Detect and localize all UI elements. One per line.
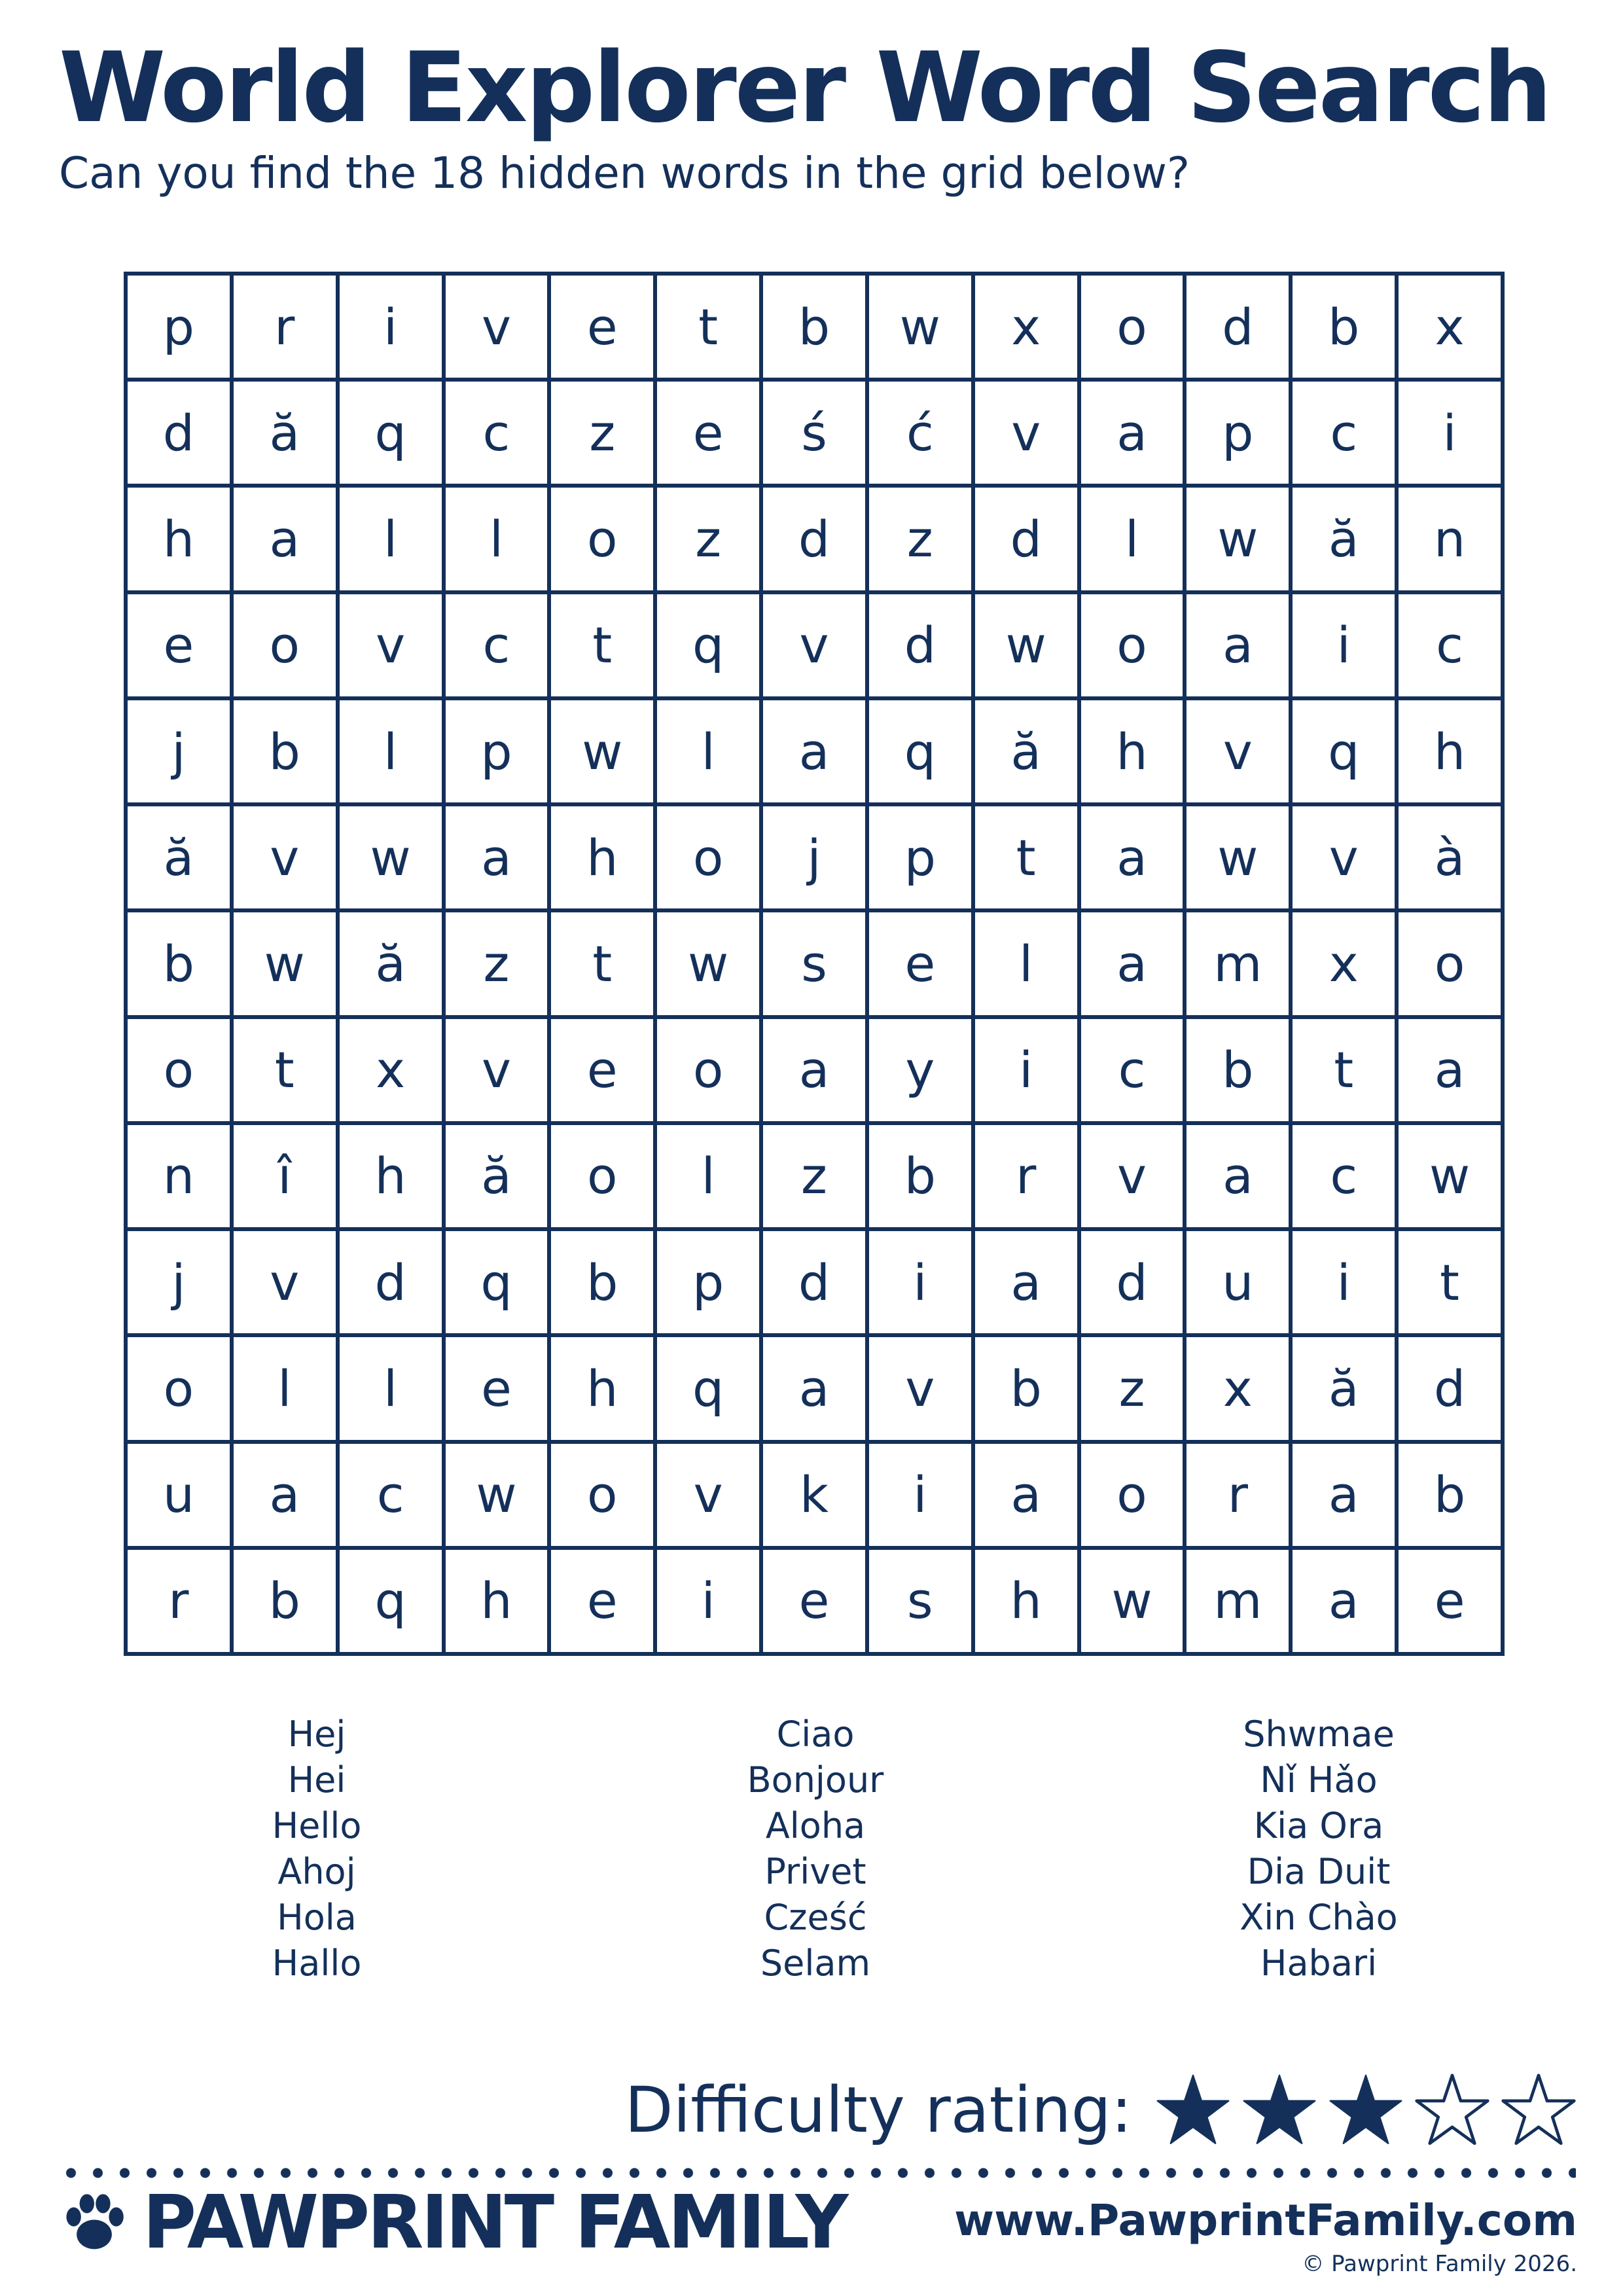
- grid-cell: o: [234, 594, 336, 696]
- grid-cell: c: [1293, 1125, 1395, 1227]
- difficulty-rating: [625, 2072, 1577, 2149]
- grid-cell: l: [657, 700, 759, 802]
- grid-cell: x: [1186, 1337, 1289, 1439]
- grid-cell: z: [446, 912, 548, 1014]
- grid-cell: t: [234, 1019, 336, 1121]
- grid-cell: t: [975, 806, 1077, 908]
- grid-cell: q: [340, 1550, 442, 1652]
- star-filled-icon: [1154, 2072, 1232, 2149]
- grid-cell: t: [657, 276, 759, 378]
- difficulty-stars: [1154, 2072, 1577, 2149]
- grid-cell: a: [1081, 382, 1183, 484]
- grid-cell: x: [340, 1019, 442, 1121]
- grid-cell: i: [657, 1550, 759, 1652]
- grid-cell: u: [128, 1444, 230, 1546]
- grid-cell: a: [1186, 594, 1289, 696]
- grid-cell: a: [1293, 1550, 1395, 1652]
- grid-cell: b: [869, 1125, 971, 1227]
- grid-cell: m: [1186, 912, 1289, 1014]
- grid-cell: ă: [1293, 1337, 1395, 1439]
- grid-cell: x: [975, 276, 1077, 378]
- grid-cell: a: [1081, 806, 1183, 908]
- page-subtitle: Can you find the 18 hidden words in the grid below?: [59, 148, 1190, 198]
- grid-cell: a: [975, 1444, 1077, 1546]
- grid-cell: a: [763, 1337, 865, 1439]
- grid-cell: p: [446, 700, 548, 802]
- grid-cell: p: [1186, 382, 1289, 484]
- grid-cell: w: [1081, 1550, 1183, 1652]
- grid-cell: e: [446, 1337, 548, 1439]
- word-list-item: Selam: [760, 1943, 871, 1984]
- grid-cell: h: [551, 806, 653, 908]
- grid-cell: e: [869, 912, 971, 1014]
- grid-cell: ă: [975, 700, 1077, 802]
- word-list-item: Habari: [1260, 1943, 1378, 1984]
- grid-cell: o: [657, 1019, 759, 1121]
- grid-cell: v: [869, 1337, 971, 1439]
- grid-cell: b: [1293, 276, 1395, 378]
- grid-cell: b: [128, 912, 230, 1014]
- grid-cell: a: [1293, 1444, 1395, 1546]
- grid-cell: x: [1399, 276, 1501, 378]
- grid-cell: r: [128, 1550, 230, 1652]
- grid-cell: w: [1186, 488, 1289, 590]
- grid-cell: w: [1399, 1125, 1501, 1227]
- grid-cell: n: [1399, 488, 1501, 590]
- grid-cell: a: [234, 488, 336, 590]
- grid-cell: o: [657, 806, 759, 908]
- grid-cell: z: [869, 488, 971, 590]
- grid-cell: à: [1399, 806, 1501, 908]
- grid-cell: z: [1081, 1337, 1183, 1439]
- grid-cell: y: [869, 1019, 971, 1121]
- grid-cell: q: [657, 594, 759, 696]
- grid-cell: a: [1399, 1019, 1501, 1121]
- grid-cell: v: [763, 594, 865, 696]
- grid-cell: b: [234, 1550, 336, 1652]
- grid-cell: k: [763, 1444, 865, 1546]
- grid-cell: l: [657, 1125, 759, 1227]
- grid-cell: a: [446, 806, 548, 908]
- grid-cell: o: [551, 1444, 653, 1546]
- grid-cell: t: [1293, 1019, 1395, 1121]
- word-list-item: Dia Duit: [1247, 1851, 1391, 1892]
- grid-cell: d: [763, 1231, 865, 1333]
- grid-cell: a: [1081, 912, 1183, 1014]
- difficulty-label: Difficulty rating:: [624, 2073, 1132, 2147]
- grid-cell: j: [128, 700, 230, 802]
- grid-cell: s: [869, 1550, 971, 1652]
- brand-logo: [58, 2180, 846, 2265]
- grid-cell: p: [869, 806, 971, 908]
- grid-cell: i: [340, 276, 442, 378]
- star-filled-icon: [1327, 2072, 1404, 2149]
- grid-cell: d: [763, 488, 865, 590]
- word-list-item: Privet: [764, 1851, 866, 1892]
- grid-cell: h: [128, 488, 230, 590]
- grid-cell: q: [869, 700, 971, 802]
- grid-cell: v: [446, 276, 548, 378]
- word-list-item: Hello: [272, 1805, 362, 1846]
- grid-cell: o: [551, 488, 653, 590]
- star-empty-icon: [1500, 2072, 1577, 2149]
- grid-cell: w: [1186, 806, 1289, 908]
- word-list-item: Bonjour: [747, 1759, 884, 1801]
- grid-cell: w: [340, 806, 442, 908]
- grid-cell: r: [234, 276, 336, 378]
- grid-cell: u: [1186, 1231, 1289, 1333]
- grid-cell: c: [340, 1444, 442, 1546]
- grid-cell: w: [869, 276, 971, 378]
- page-title: World Explorer Word Search: [59, 31, 1550, 144]
- grid-cell: i: [1399, 382, 1501, 484]
- grid-cell: c: [1293, 382, 1395, 484]
- grid-cell: b: [1186, 1019, 1289, 1121]
- grid-cell: v: [657, 1444, 759, 1546]
- grid-cell: j: [128, 1231, 230, 1333]
- word-list-item: Shwmae: [1243, 1713, 1395, 1755]
- grid-cell: a: [975, 1231, 1077, 1333]
- word-list-item: Nǐ Hǎo: [1260, 1759, 1378, 1801]
- grid-cell: m: [1186, 1550, 1289, 1652]
- grid-cell: s: [763, 912, 865, 1014]
- grid-cell: a: [763, 700, 865, 802]
- grid-cell: n: [128, 1125, 230, 1227]
- word-list-item: Kia Ora: [1253, 1805, 1384, 1846]
- grid-cell: l: [446, 488, 548, 590]
- grid-cell: d: [1399, 1337, 1501, 1439]
- word-list-item: Hallo: [272, 1943, 362, 1984]
- grid-cell: î: [234, 1125, 336, 1227]
- grid-cell: o: [128, 1019, 230, 1121]
- paw-icon: [58, 2186, 131, 2259]
- website-link[interactable]: www.PawprintFamily.com: [954, 2195, 1577, 2246]
- grid-cell: w: [975, 594, 1077, 696]
- word-list-item: Hola: [277, 1897, 357, 1938]
- word-list-item: Cześć: [764, 1897, 867, 1938]
- grid-cell: o: [128, 1337, 230, 1439]
- grid-cell: l: [975, 912, 1077, 1014]
- word-list-item: Aloha: [765, 1805, 866, 1846]
- grid-cell: l: [1081, 488, 1183, 590]
- grid-cell: q: [340, 382, 442, 484]
- grid-cell: d: [128, 382, 230, 484]
- grid-cell: ă: [1293, 488, 1395, 590]
- grid-cell: z: [551, 382, 653, 484]
- grid-cell: l: [340, 488, 442, 590]
- grid-cell: v: [1293, 806, 1395, 908]
- grid-cell: e: [763, 1550, 865, 1652]
- grid-cell: e: [657, 382, 759, 484]
- grid-cell: p: [657, 1231, 759, 1333]
- grid-cell: p: [128, 276, 230, 378]
- star-filled-icon: [1241, 2072, 1318, 2149]
- grid-cell: x: [1293, 912, 1395, 1014]
- grid-cell: ă: [128, 806, 230, 908]
- grid-cell: d: [1186, 276, 1289, 378]
- copyright-text: © Pawprint Family 2026.: [1302, 2251, 1577, 2277]
- grid-cell: e: [128, 594, 230, 696]
- grid-cell: b: [975, 1337, 1077, 1439]
- grid-cell: a: [763, 1019, 865, 1121]
- grid-cell: o: [1081, 276, 1183, 378]
- word-list-column-3: [1155, 1712, 1482, 1986]
- grid-cell: e: [1399, 1550, 1501, 1652]
- grid-cell: q: [657, 1337, 759, 1439]
- grid-cell: e: [551, 1550, 653, 1652]
- grid-cell: h: [446, 1550, 548, 1652]
- grid-cell: ć: [869, 382, 971, 484]
- grid-cell: ă: [446, 1125, 548, 1227]
- grid-cell: i: [869, 1231, 971, 1333]
- grid-cell: i: [975, 1019, 1077, 1121]
- grid-cell: t: [1399, 1231, 1501, 1333]
- grid-cell: o: [551, 1125, 653, 1227]
- word-list-item: Hei: [287, 1759, 346, 1801]
- grid-cell: l: [340, 1337, 442, 1439]
- grid-cell: e: [551, 276, 653, 378]
- word-search-grid: [124, 272, 1505, 1656]
- grid-cell: h: [1081, 700, 1183, 802]
- grid-cell: j: [763, 806, 865, 908]
- grid-cell: v: [1186, 700, 1289, 802]
- grid-cell: d: [1081, 1231, 1183, 1333]
- grid-cell: z: [657, 488, 759, 590]
- grid-cell: c: [1081, 1019, 1183, 1121]
- grid-cell: w: [446, 1444, 548, 1546]
- grid-cell: a: [1186, 1125, 1289, 1227]
- grid-cell: ă: [234, 382, 336, 484]
- word-list-item: Ciao: [776, 1713, 855, 1755]
- grid-cell: v: [234, 806, 336, 908]
- grid-cell: w: [234, 912, 336, 1014]
- grid-cell: h: [340, 1125, 442, 1227]
- grid-cell: l: [340, 700, 442, 802]
- grid-cell: b: [234, 700, 336, 802]
- grid-cell: h: [551, 1337, 653, 1439]
- grid-cell: q: [446, 1231, 548, 1333]
- grid-cell: q: [1293, 700, 1395, 802]
- grid-cell: w: [657, 912, 759, 1014]
- grid-cell: i: [1293, 594, 1395, 696]
- grid-cell: c: [1399, 594, 1501, 696]
- brand-name: PAWPRINT FAMILY: [143, 2180, 846, 2265]
- grid-cell: r: [975, 1125, 1077, 1227]
- grid-cell: r: [1186, 1444, 1289, 1546]
- grid-cell: v: [446, 1019, 548, 1121]
- grid-cell: b: [551, 1231, 653, 1333]
- grid-cell: l: [234, 1337, 336, 1439]
- word-list-column-1: [153, 1712, 480, 1986]
- grid-cell: v: [340, 594, 442, 696]
- grid-cell: v: [1081, 1125, 1183, 1227]
- grid-cell: o: [1081, 1444, 1183, 1546]
- grid-cell: w: [551, 700, 653, 802]
- grid-cell: o: [1399, 912, 1501, 1014]
- grid-cell: h: [975, 1550, 1077, 1652]
- grid-cell: v: [975, 382, 1077, 484]
- grid-cell: d: [340, 1231, 442, 1333]
- grid-cell: v: [234, 1231, 336, 1333]
- dotted-divider: [58, 2166, 1576, 2179]
- grid-cell: d: [975, 488, 1077, 590]
- grid-cell: a: [234, 1444, 336, 1546]
- grid-cell: i: [1293, 1231, 1395, 1333]
- grid-cell: e: [551, 1019, 653, 1121]
- grid-cell: z: [763, 1125, 865, 1227]
- grid-cell: t: [551, 912, 653, 1014]
- grid-cell: c: [446, 594, 548, 696]
- grid-cell: c: [446, 382, 548, 484]
- grid-cell: ś: [763, 382, 865, 484]
- word-list-item: Xin Chào: [1240, 1897, 1398, 1938]
- grid-cell: t: [551, 594, 653, 696]
- word-list-item: Hej: [287, 1713, 346, 1755]
- grid-cell: b: [763, 276, 865, 378]
- star-empty-icon: [1414, 2072, 1491, 2149]
- grid-cell: h: [1399, 700, 1501, 802]
- grid-cell: b: [1399, 1444, 1501, 1546]
- grid-cell: i: [869, 1444, 971, 1546]
- grid-cell: d: [869, 594, 971, 696]
- grid-cell: ă: [340, 912, 442, 1014]
- word-list-column-2: [652, 1712, 979, 1986]
- word-list-item: Ahoj: [277, 1851, 356, 1892]
- grid-cell: o: [1081, 594, 1183, 696]
